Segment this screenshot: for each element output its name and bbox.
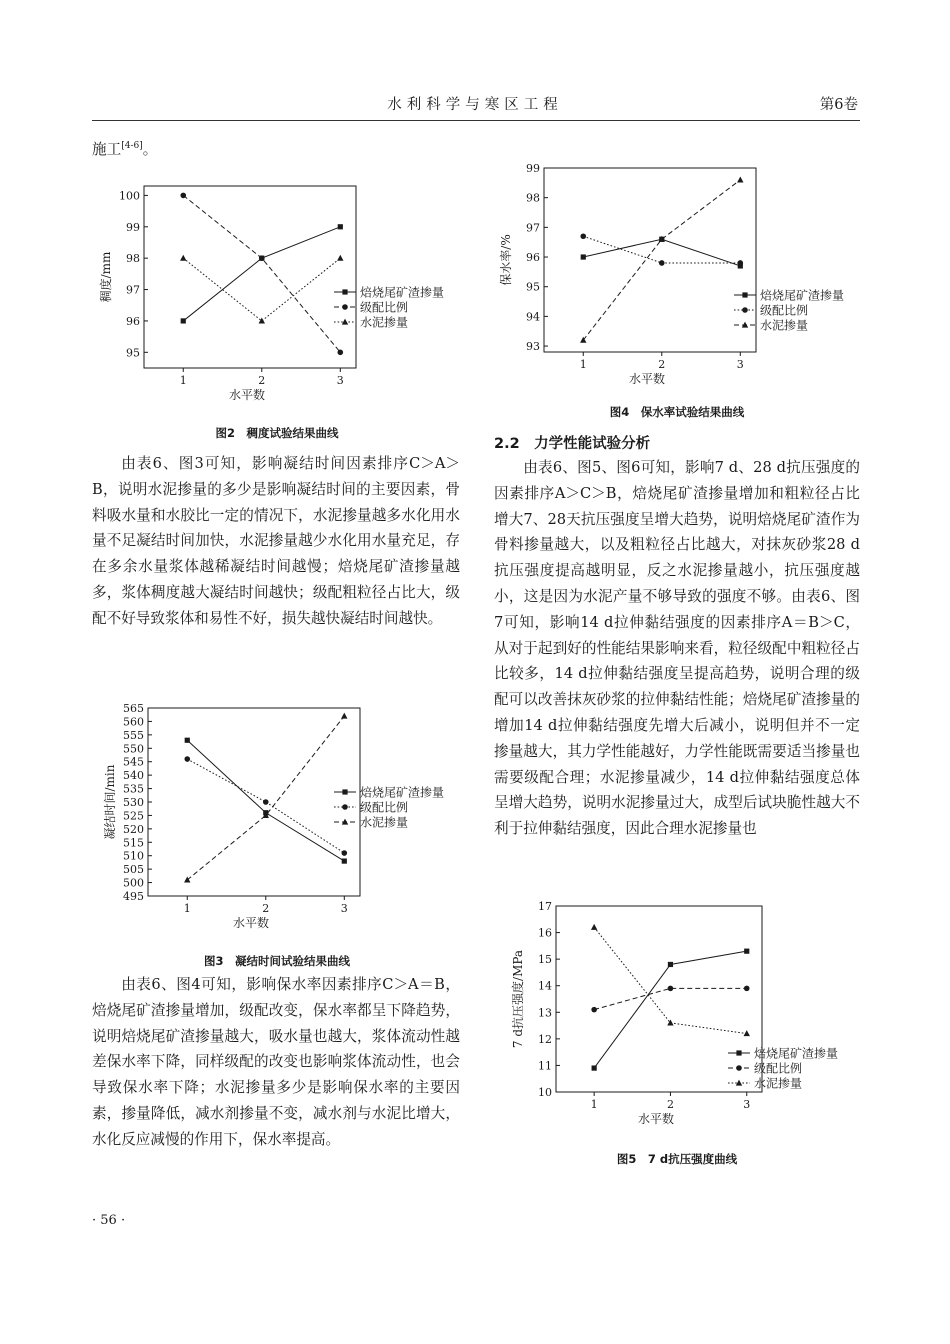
fig2-ytick-label: 99 <box>126 220 140 234</box>
fig5-legend-1-label: 级配比例 <box>754 1061 803 1076</box>
fig5-caption: 图5 7 d抗压强度曲线 <box>616 1152 738 1166</box>
fig2-legend-0-label: 焙烧尾矿渣掺量 <box>360 285 445 300</box>
fig3-ytick-label: 500 <box>123 876 144 890</box>
fig4-xtick-label: 1 <box>579 358 587 371</box>
fig3-ytick-label: 540 <box>123 769 144 783</box>
fig3-legend-1-label: 级配比例 <box>360 800 409 815</box>
fig3-xlabel: 水平数 <box>232 916 270 930</box>
fig4-xlabel: 水平数 <box>628 372 666 386</box>
fig4-ytick-label: 93 <box>526 340 540 354</box>
fig3-ytick-label: 550 <box>123 742 144 756</box>
fig5-legend-2-label: 水泥掺量 <box>754 1076 803 1091</box>
fig3-xtick-label: 2 <box>262 902 270 915</box>
fig5-series-1-line <box>594 988 747 1009</box>
fig3-series-1-point <box>341 850 347 856</box>
fig4-legend-0-marker <box>742 292 747 297</box>
fig2-xtick-label: 3 <box>336 374 344 387</box>
fig3-series-1-line <box>187 759 344 853</box>
fig5-series-2-point <box>591 924 597 930</box>
fig5-series-1-point <box>744 986 750 992</box>
fig2-series-0-line <box>183 227 340 321</box>
fig3-ytick-label: 545 <box>123 755 144 769</box>
fig5-xlabel: 水平数 <box>637 1112 675 1126</box>
fig5-ylabel: 7 d抗压强度/MPa <box>511 949 525 1049</box>
fig5-xtick-label: 3 <box>743 1098 751 1111</box>
fig5-ytick-label: 10 <box>538 1086 552 1099</box>
fig3-ytick-label: 495 <box>123 890 144 903</box>
fig5-ytick-label: 14 <box>538 979 552 993</box>
fig2-legend-0-marker <box>342 289 347 294</box>
fig2-ytick-label: 97 <box>126 283 140 297</box>
fig4-ytick-label: 99 <box>526 162 540 175</box>
continued-text-end: 。 <box>142 141 158 158</box>
chart-fig3 <box>92 700 472 940</box>
fig4-ytick-label: 95 <box>526 280 540 294</box>
fig2-plot-frame <box>144 186 356 368</box>
fig3-series-2-line <box>187 716 344 880</box>
header-divider <box>92 120 860 121</box>
section-heading: 2.2 力学性能试验分析 <box>494 436 651 452</box>
fig4-xtick-label: 2 <box>658 358 666 371</box>
fig3-series-2-point <box>341 713 347 719</box>
fig4-series-1-point <box>659 260 665 266</box>
continued-text-main: 施工 <box>92 141 122 158</box>
fig5-ytick-label: 17 <box>538 900 552 913</box>
fig4-legend-1-marker <box>742 307 748 313</box>
fig4-ytick-label: 98 <box>526 191 540 205</box>
fig2-ytick-label: 98 <box>126 252 140 266</box>
fig5-series-2-line <box>594 927 747 1033</box>
fig5-ytick-label: 13 <box>538 1006 552 1020</box>
fig3-ytick-label: 555 <box>123 728 144 742</box>
fig3-series-0-point <box>185 738 190 743</box>
fig5-xtick-label: 2 <box>666 1098 674 1111</box>
fig2-series-1-point <box>180 193 186 199</box>
fig2-xlabel: 水平数 <box>228 388 266 402</box>
fig5-ytick-label: 16 <box>538 926 552 940</box>
fig5-series-2-point <box>744 1030 750 1036</box>
fig4-ytick-label: 96 <box>526 251 540 265</box>
fig2-ylabel: 稠度/mm <box>99 251 113 303</box>
fig2-ytick-label: 100 <box>119 189 140 203</box>
fig4-ylabel: 保水率/% <box>499 234 513 286</box>
fig4-series-2-point <box>737 176 743 182</box>
fig3-series-1-point <box>184 756 190 762</box>
fig3-ytick-label: 530 <box>123 796 144 809</box>
fig5-plot-frame <box>556 906 762 1092</box>
fig3-ytick-label: 515 <box>123 836 144 850</box>
fig5-series-0-line <box>594 951 747 1068</box>
journal-title: 水利科学与寒区工程 <box>387 97 563 113</box>
fig5-ytick-label: 15 <box>538 953 552 967</box>
fig3-xtick-label: 3 <box>340 902 348 915</box>
paragraph-setting-time: 由表6、图3可知，影响凝结时间因素排序C＞A＞B，说明水泥掺量的多少是影响凝结时间的主要因素，骨料吸水量和水胶比一定的情况下，水泥掺量越多水化用水量不足凝结时间加快，水泥掺量越少水化用水量充足，存在多余水量浆体越稀凝结时间越慢；焙烧尾矿渣掺量越多，浆体稠度越大凝结时间越快；级配粗粒径占比大，级配不好导致浆体和易性不好，损失越快凝结时间越快。 <box>92 455 460 627</box>
fig2-legend-1-label: 级配比例 <box>360 300 409 315</box>
fig3-ytick-label: 560 <box>123 715 144 729</box>
continued-text <box>92 138 157 159</box>
fig3-ylabel: 凝结时间/min <box>103 764 117 840</box>
fig4-series-2-line <box>583 180 740 340</box>
fig2-series-2-point <box>180 255 186 261</box>
fig3-series-1-point <box>263 799 269 805</box>
fig2-series-2-point <box>259 318 265 324</box>
fig3-legend-2-label: 水泥掺量 <box>360 815 409 830</box>
fig3-legend-0-marker <box>342 789 347 794</box>
fig2-series-0-point <box>338 224 343 229</box>
fig2-ytick-label: 96 <box>126 314 140 328</box>
fig2-legend-2-label: 水泥掺量 <box>360 315 409 330</box>
chart-fig2 <box>92 180 472 402</box>
fig5-legend-1-marker <box>736 1065 742 1071</box>
fig5-series-1-point <box>668 986 674 992</box>
fig5-series-0-point <box>592 1065 597 1070</box>
fig4-legend-1-label: 级配比例 <box>760 303 809 318</box>
fig3-ytick-label: 535 <box>123 782 144 796</box>
fig2-ytick-label: 95 <box>126 346 140 360</box>
fig4-legend-2-label: 水泥掺量 <box>760 318 809 333</box>
fig2-caption: 图2 稠度试验结果曲线 <box>215 426 339 440</box>
fig3-ytick-label: 510 <box>123 849 144 863</box>
fig4-series-1-point <box>737 260 743 266</box>
fig4-xtick-label: 3 <box>736 358 744 371</box>
fig3-ytick-label: 565 <box>123 702 144 715</box>
fig5-xtick-label: 1 <box>590 1098 598 1111</box>
fig3-ytick-label: 525 <box>123 809 144 823</box>
volume-label: 第6卷 <box>819 97 858 113</box>
fig3-legend-1-marker <box>342 804 348 810</box>
fig2-xtick-label: 2 <box>258 374 266 387</box>
fig4-series-1-point <box>580 233 586 239</box>
fig5-ytick-label: 11 <box>538 1059 552 1073</box>
fig4-ytick-label: 94 <box>526 310 540 324</box>
fig3-xtick-label: 1 <box>183 902 191 915</box>
page-number: · 56 · <box>92 1213 126 1228</box>
fig2-series-1-line <box>183 195 340 352</box>
fig2-legend-1-marker <box>342 304 348 310</box>
fig3-ytick-label: 520 <box>123 822 144 836</box>
fig5-ytick-label: 12 <box>538 1032 552 1046</box>
fig2-series-2-line <box>183 258 340 321</box>
fig5-legend-0-marker <box>736 1050 741 1055</box>
fig2-series-0-point <box>181 318 186 323</box>
fig2-series-1-point <box>337 350 343 356</box>
chart-fig4 <box>494 162 864 388</box>
fig3-series-0-point <box>342 858 347 863</box>
citation-ref: [4-6] <box>121 141 143 152</box>
fig3-ytick-label: 505 <box>123 863 144 877</box>
fig4-ytick-label: 97 <box>526 221 540 235</box>
fig2-series-1-point <box>259 255 265 261</box>
fig5-series-1-point <box>591 1007 597 1013</box>
fig4-legend-0-label: 焙烧尾矿渣掺量 <box>760 288 845 303</box>
fig2-series-2-point <box>337 255 343 261</box>
fig5-series-0-point <box>668 962 673 967</box>
fig4-caption: 图4 保水率试验结果曲线 <box>609 405 745 419</box>
fig3-legend-0-label: 焙烧尾矿渣掺量 <box>360 785 445 800</box>
fig5-legend-0-label: 焙烧尾矿渣掺量 <box>754 1046 839 1061</box>
fig2-xtick-label: 1 <box>179 374 187 387</box>
chart-fig5 <box>494 898 864 1134</box>
fig3-series-2-point <box>184 876 190 882</box>
fig3-caption: 图3 凝结时间试验结果曲线 <box>203 954 350 968</box>
fig4-series-0-point <box>581 254 586 259</box>
paragraph-water-retention: 由表6、图4可知，影响保水率因素排序C＞A＝B，焙烧尾矿渣掺量增加，级配改变，保水率都呈下降趋势，说明焙烧尾矿渣掺量越大，吸水量也越大，浆体流动性越差保水率下降，同样级配的改变也影响浆体流动性，也会导致保水率下降；水泥掺量多少是影响保水率的主要因素，掺量降低，减水剂掺量不变，减水剂与水泥比增大，水化反应减慢的作用下，保水率提高。 <box>92 976 460 1148</box>
paragraph-mechanical: 由表6、图5、图6可知，影响7 d、28 d抗压强度的因素排序A＞C＞B，焙烧尾矿渣掺量增加和粗粒径占比增大7、28天抗压强度呈增大趋势，说明焙烧尾矿渣作为骨料掺量越大，以及粗粒径占比越大，对抹灰砂浆28 d抗压强度提高越明显，反之水泥掺量越小，抗压强度越小，这是因为水泥产量不够导致的强度不够。由表6、图7可知，影响14 d拉伸黏结强度的因素排序A＝B＞C，从对于起到好的性能结果影响来看，粒径级配中粗粒径占比较多，14 d拉伸黏结强度呈提高趋势，说明合理的级配可以改善抹灰砂浆的拉伸黏结性能；焙烧尾矿渣掺量的增加14 d拉伸黏结强度先增大后减小，说明但并不一定掺量越大，其力学性能越好，力学性能既需要适当掺量也需要级配合理；水泥掺量减少，14 d拉伸黏结强度总体呈增大趋势，说明水泥掺量过大，成型后试块脆性越大不利于拉伸黏结强度，因此合理水泥掺量也 <box>494 459 860 838</box>
fig5-series-0-point <box>744 949 749 954</box>
